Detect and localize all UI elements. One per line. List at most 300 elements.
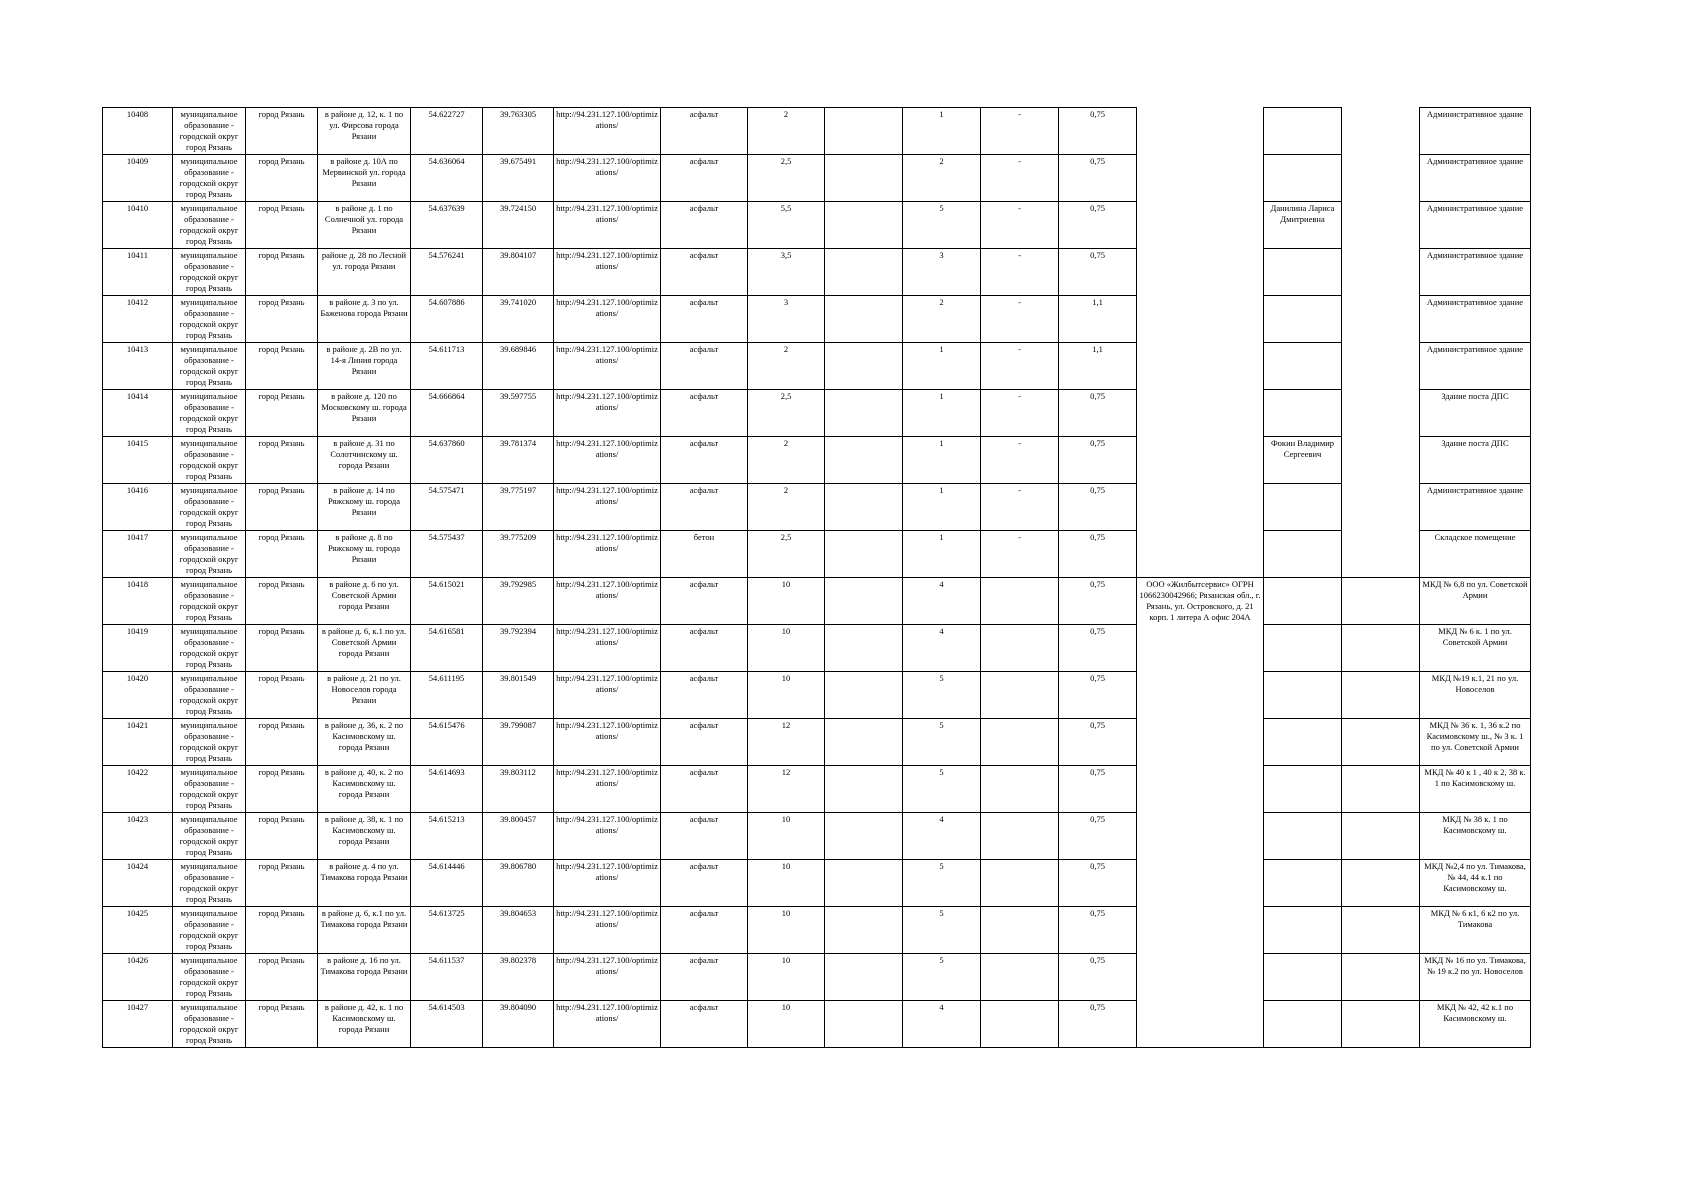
cell-person [1264,1001,1342,1048]
cell-longitude: 39.781374 [483,437,554,484]
cell-city: город Рязань [246,578,318,625]
cell-blank [825,954,903,1001]
cell-dash: - [981,249,1059,296]
cell-surface: асфальт [661,108,748,155]
cell-count-value: 4 [903,813,981,860]
cell-url: http://94.231.127.100/optimizations/ [554,437,661,484]
table-row [103,813,1531,860]
cell-municipality: муниципальное образование - городской округ город Рязань [173,296,246,343]
cell-object-type: МКД № 36 к. 1, 36 к.2 по Касимовскому ш., № 3 к. 1 по ул. Советской Армии [1420,719,1531,766]
cell-surface: бетон [661,531,748,578]
cell-longitude: 39.803112 [483,766,554,813]
cell-blank [825,766,903,813]
cell-width-value: 2,5 [748,531,825,578]
cell-object-type: МКД № 40 к 1 , 40 к 2, 38 к. 1 по Касимовскому ш. [1420,766,1531,813]
cell-latitude: 54.607886 [411,296,483,343]
cell-count-value: 5 [903,954,981,1001]
table-row [103,860,1531,907]
cell-blank-2 [1342,437,1420,484]
cell-surface: асфальт [661,249,748,296]
cell-blank-2 [1342,249,1420,296]
cell-blank [825,390,903,437]
cell-person [1264,719,1342,766]
cell-count-value: 1 [903,531,981,578]
cell-url: http://94.231.127.100/optimizations/ [554,531,661,578]
cell-coefficient: 0,75 [1059,860,1137,907]
cell-surface: асфальт [661,625,748,672]
cell-blank-2 [1342,907,1420,954]
cell-longitude: 39.802378 [483,954,554,1001]
cell-latitude: 54.614446 [411,860,483,907]
cell-coefficient: 0,75 [1059,108,1137,155]
cell-width-value: 10 [748,860,825,907]
cell-object-type: Административное здание [1420,296,1531,343]
table-row [103,672,1531,719]
cell-width-value: 2 [748,484,825,531]
cell-latitude: 54.637639 [411,202,483,249]
cell-dash [981,907,1059,954]
cell-id: 10418 [103,578,173,625]
cell-url: http://94.231.127.100/optimizations/ [554,813,661,860]
cell-latitude: 54.614503 [411,1001,483,1048]
cell-id: 10408 [103,108,173,155]
cell-surface: асфальт [661,813,748,860]
cell-blank-2 [1342,766,1420,813]
cell-count-value: 1 [903,390,981,437]
cell-url: http://94.231.127.100/optimizations/ [554,766,661,813]
cell-object-type: Складское помещение [1420,531,1531,578]
cell-width-value: 12 [748,766,825,813]
cell-municipality: муниципальное образование - городской округ город Рязань [173,672,246,719]
cell-latitude: 54.622727 [411,108,483,155]
cell-person: Данилина Лариса Дмитриевна [1264,202,1342,249]
table-row [103,907,1531,954]
cell-person [1264,578,1342,625]
cell-location: в районе д. 36, к. 2 по Касимовскому ш. города Рязани [318,719,411,766]
table-row [103,531,1531,578]
cell-longitude: 39.597755 [483,390,554,437]
cell-count-value: 4 [903,578,981,625]
cell-person [1264,907,1342,954]
cell-coefficient: 0,75 [1059,954,1137,1001]
table-row [103,108,1531,155]
cell-blank [825,249,903,296]
cell-blank-2 [1342,390,1420,437]
cell-width-value: 10 [748,578,825,625]
cell-id: 10410 [103,202,173,249]
cell-longitude: 39.763305 [483,108,554,155]
cell-location: в районе д. 8 по Ряжскому ш. города Рязани [318,531,411,578]
cell-location: в районе д. 16 по ул. Тимакова города Рязани [318,954,411,1001]
cell-count-value: 1 [903,484,981,531]
cell-coefficient: 0,75 [1059,202,1137,249]
cell-width-value: 10 [748,907,825,954]
cell-id: 10422 [103,766,173,813]
cell-count-value: 2 [903,296,981,343]
cell-longitude: 39.804653 [483,907,554,954]
cell-latitude: 54.666864 [411,390,483,437]
cell-surface: асфальт [661,437,748,484]
table-row [103,954,1531,1001]
cell-id: 10419 [103,625,173,672]
cell-count-value: 1 [903,437,981,484]
cell-person [1264,860,1342,907]
cell-latitude: 54.636064 [411,155,483,202]
table-row [103,296,1531,343]
cell-blank-2 [1342,155,1420,202]
cell-count-value: 5 [903,672,981,719]
cell-city: город Рязань [246,155,318,202]
cell-coefficient: 0,75 [1059,672,1137,719]
cell-coefficient: 0,75 [1059,813,1137,860]
cell-city: город Рязань [246,860,318,907]
cell-municipality: муниципальное образование - городской округ город Рязань [173,484,246,531]
table-row [103,1001,1531,1048]
cell-surface: асфальт [661,390,748,437]
cell-location: в районе д. 14 по Ряжскому ш. города Рязани [318,484,411,531]
cell-latitude: 54.615021 [411,578,483,625]
cell-count-value: 1 [903,343,981,390]
cell-latitude: 54.611537 [411,954,483,1001]
cell-city: город Рязань [246,672,318,719]
cell-object-type: Здание поста ДПС [1420,390,1531,437]
cell-width-value: 12 [748,719,825,766]
cell-object-type: МКД №2,4 по ул. Тимакова, № 44, 44 к.1 по Касимовскому ш. [1420,860,1531,907]
cell-id: 10426 [103,954,173,1001]
cell-id: 10409 [103,155,173,202]
cell-location: в районе д. 12, к. 1 по ул. Фирсова города Рязани [318,108,411,155]
cell-blank [825,484,903,531]
cell-id: 10412 [103,296,173,343]
cell-dash [981,625,1059,672]
cell-longitude: 39.775197 [483,484,554,531]
cell-blank [825,1001,903,1048]
cell-latitude: 54.611195 [411,672,483,719]
cell-longitude: 39.792394 [483,625,554,672]
cell-count-value: 4 [903,625,981,672]
cell-city: город Рязань [246,437,318,484]
cell-url: http://94.231.127.100/optimizations/ [554,907,661,954]
cell-object-type: Административное здание [1420,249,1531,296]
cell-blank-2 [1342,625,1420,672]
cell-width-value: 10 [748,1001,825,1048]
cell-count-value: 1 [903,108,981,155]
cell-city: город Рязань [246,202,318,249]
road-objects-registry-table [102,107,1531,1048]
cell-organization [1137,249,1264,296]
cell-surface: асфальт [661,343,748,390]
table-row [103,625,1531,672]
cell-coefficient: 0,75 [1059,907,1137,954]
cell-surface: асфальт [661,296,748,343]
cell-width-value: 2,5 [748,155,825,202]
cell-blank [825,578,903,625]
cell-city: город Рязань [246,343,318,390]
cell-url: http://94.231.127.100/optimizations/ [554,625,661,672]
cell-municipality: муниципальное образование - городской округ город Рязань [173,108,246,155]
cell-object-type: МКД № 6 к. 1 по ул. Советской Армии [1420,625,1531,672]
cell-city: город Рязань [246,719,318,766]
cell-object-type: МКД № 42, 42 к.1 по Касимовскому ш. [1420,1001,1531,1048]
cell-width-value: 10 [748,625,825,672]
cell-longitude: 39.792985 [483,578,554,625]
cell-dash: - [981,296,1059,343]
cell-dash: - [981,343,1059,390]
cell-city: город Рязань [246,390,318,437]
cell-coefficient: 0,75 [1059,766,1137,813]
cell-municipality: муниципальное образование - городской округ город Рязань [173,531,246,578]
cell-longitude: 39.675491 [483,155,554,202]
cell-organization [1137,108,1264,155]
cell-city: город Рязань [246,813,318,860]
cell-count-value: 5 [903,860,981,907]
cell-width-value: 3,5 [748,249,825,296]
cell-person [1264,390,1342,437]
cell-surface: асфальт [661,954,748,1001]
cell-surface: асфальт [661,672,748,719]
cell-coefficient: 0,75 [1059,155,1137,202]
cell-municipality: муниципальное образование - городской округ город Рязань [173,766,246,813]
cell-location: в районе д. 21 по ул. Новоселов города Рязани [318,672,411,719]
cell-blank [825,155,903,202]
cell-id: 10415 [103,437,173,484]
cell-coefficient: 0,75 [1059,578,1137,625]
cell-dash: - [981,437,1059,484]
cell-blank [825,719,903,766]
cell-surface: асфальт [661,484,748,531]
cell-url: http://94.231.127.100/optimizations/ [554,954,661,1001]
cell-person [1264,766,1342,813]
cell-blank [825,202,903,249]
cell-object-type: Здание поста ДПС [1420,437,1531,484]
cell-width-value: 2 [748,108,825,155]
cell-surface: асфальт [661,860,748,907]
cell-person [1264,343,1342,390]
cell-organization [1137,296,1264,343]
cell-location: в районе д. 1 по Солнечной ул. города Рязани [318,202,411,249]
cell-dash: - [981,531,1059,578]
cell-municipality: муниципальное образование - городской округ город Рязань [173,907,246,954]
table-row [103,766,1531,813]
cell-location: в районе д. 6 по ул. Советской Армии города Рязани [318,578,411,625]
cell-blank-2 [1342,343,1420,390]
cell-url: http://94.231.127.100/optimizations/ [554,1001,661,1048]
cell-dash [981,672,1059,719]
cell-blank-2 [1342,531,1420,578]
cell-coefficient: 1,1 [1059,296,1137,343]
cell-count-value: 5 [903,766,981,813]
cell-city: город Рязань [246,954,318,1001]
cell-location: в районе д. 10А по Мервинской ул. города Рязани [318,155,411,202]
cell-latitude: 54.576241 [411,249,483,296]
cell-organization [1137,437,1264,484]
cell-municipality: муниципальное образование - городской округ город Рязань [173,954,246,1001]
cell-id: 10416 [103,484,173,531]
cell-width-value: 5,5 [748,202,825,249]
cell-location: в районе д. 6, к.1 по ул. Тимакова города Рязани [318,907,411,954]
cell-organization [1137,484,1264,531]
cell-latitude: 54.615213 [411,813,483,860]
cell-blank [825,437,903,484]
table-row [103,202,1531,249]
cell-municipality: муниципальное образование - городской округ город Рязань [173,625,246,672]
cell-object-type: Административное здание [1420,343,1531,390]
table-row [103,249,1531,296]
cell-municipality: муниципальное образование - городской округ город Рязань [173,719,246,766]
cell-city: город Рязань [246,625,318,672]
cell-object-type: МКД № 6 к1, 6 к2 по ул. Тимакова [1420,907,1531,954]
cell-coefficient: 0,75 [1059,719,1137,766]
cell-city: город Рязань [246,766,318,813]
cell-coefficient: 0,75 [1059,484,1137,531]
cell-latitude: 54.615476 [411,719,483,766]
cell-location: в районе д. 42, к. 1 по Касимовскому ш. города Рязани [318,1001,411,1048]
cell-municipality: муниципальное образование - городской округ город Рязань [173,437,246,484]
cell-location: в районе д. 31 по Солотчинскому ш. города Рязани [318,437,411,484]
cell-person: Фокин Владимир Сергеевич [1264,437,1342,484]
cell-url: http://94.231.127.100/optimizations/ [554,249,661,296]
cell-blank-2 [1342,578,1420,625]
cell-location: в районе д. 2В по ул. 14-я Линия города Рязани [318,343,411,390]
cell-person [1264,813,1342,860]
cell-location: в районе д. 38, к. 1 по Касимовскому ш. города Рязани [318,813,411,860]
cell-width-value: 2,5 [748,390,825,437]
cell-blank-2 [1342,202,1420,249]
cell-object-type: МКД № 16 по ул. Тимакова, № 19 к.2 по ул. Новоселов [1420,954,1531,1001]
cell-municipality: муниципальное образование - городской округ город Рязань [173,343,246,390]
cell-object-type: Административное здание [1420,484,1531,531]
cell-person [1264,954,1342,1001]
cell-blank-2 [1342,1001,1420,1048]
cell-city: город Рязань [246,1001,318,1048]
cell-blank [825,907,903,954]
cell-organization [1137,202,1264,249]
cell-person [1264,249,1342,296]
cell-organization [1137,531,1264,578]
cell-latitude: 54.637860 [411,437,483,484]
cell-dash: - [981,108,1059,155]
cell-blank-2 [1342,484,1420,531]
cell-longitude: 39.724150 [483,202,554,249]
cell-dash [981,1001,1059,1048]
cell-surface: асфальт [661,202,748,249]
cell-dash: - [981,390,1059,437]
cell-longitude: 39.741020 [483,296,554,343]
cell-blank-2 [1342,954,1420,1001]
cell-width-value: 2 [748,437,825,484]
cell-longitude: 39.799087 [483,719,554,766]
cell-id: 10413 [103,343,173,390]
cell-location: в районе д. 120 по Московскому ш. города Рязани [318,390,411,437]
cell-object-type: Административное здание [1420,202,1531,249]
cell-person [1264,108,1342,155]
cell-count-value: 3 [903,249,981,296]
cell-url: http://94.231.127.100/optimizations/ [554,155,661,202]
cell-url: http://94.231.127.100/optimizations/ [554,860,661,907]
cell-coefficient: 0,75 [1059,531,1137,578]
table-row [103,484,1531,531]
cell-id: 10423 [103,813,173,860]
cell-municipality: муниципальное образование - городской округ город Рязань [173,860,246,907]
cell-city: город Рязань [246,296,318,343]
cell-blank [825,860,903,907]
cell-width-value: 10 [748,672,825,719]
cell-surface: асфальт [661,578,748,625]
cell-id: 10425 [103,907,173,954]
cell-location: в районе д. 4 по ул. Тимакова города Рязани [318,860,411,907]
cell-dash [981,954,1059,1001]
cell-coefficient: 0,75 [1059,625,1137,672]
cell-municipality: муниципальное образование - городской округ город Рязань [173,202,246,249]
cell-url: http://94.231.127.100/optimizations/ [554,578,661,625]
cell-dash [981,860,1059,907]
cell-municipality: муниципальное образование - городской округ город Рязань [173,578,246,625]
cell-count-value: 5 [903,719,981,766]
cell-blank [825,531,903,578]
cell-id: 10417 [103,531,173,578]
cell-url: http://94.231.127.100/optimizations/ [554,343,661,390]
cell-latitude: 54.611713 [411,343,483,390]
table-row [103,437,1531,484]
cell-coefficient: 0,75 [1059,390,1137,437]
cell-person [1264,625,1342,672]
cell-surface: асфальт [661,1001,748,1048]
cell-location: районе д. 28 по Лесной ул. города Рязани [318,249,411,296]
cell-dash [981,813,1059,860]
cell-blank-2 [1342,860,1420,907]
cell-organization [1137,155,1264,202]
cell-municipality: муниципальное образование - городской округ город Рязань [173,249,246,296]
cell-blank-2 [1342,108,1420,155]
cell-url: http://94.231.127.100/optimizations/ [554,672,661,719]
cell-blank [825,625,903,672]
cell-id: 10414 [103,390,173,437]
cell-url: http://94.231.127.100/optimizations/ [554,484,661,531]
cell-city: город Рязань [246,249,318,296]
cell-location: в районе д. 6, к.1 по ул. Советской Армии города Рязани [318,625,411,672]
cell-url: http://94.231.127.100/optimizations/ [554,719,661,766]
cell-dash [981,766,1059,813]
cell-width-value: 3 [748,296,825,343]
table-row [103,719,1531,766]
cell-blank [825,296,903,343]
cell-dash [981,719,1059,766]
cell-latitude: 54.614693 [411,766,483,813]
cell-latitude: 54.575471 [411,484,483,531]
cell-longitude: 39.689846 [483,343,554,390]
cell-surface: асфальт [661,155,748,202]
cell-blank-2 [1342,719,1420,766]
cell-url: http://94.231.127.100/optimizations/ [554,202,661,249]
cell-coefficient: 1,1 [1059,343,1137,390]
cell-longitude: 39.800457 [483,813,554,860]
cell-municipality: муниципальное образование - городской округ город Рязань [173,1001,246,1048]
cell-blank [825,343,903,390]
cell-blank-2 [1342,813,1420,860]
cell-city: город Рязань [246,907,318,954]
cell-location: в районе д. 3 по ул. Баженова города Рязани [318,296,411,343]
cell-id: 10424 [103,860,173,907]
cell-blank-2 [1342,672,1420,719]
cell-count-value: 2 [903,155,981,202]
table-row [103,578,1531,625]
cell-latitude: 54.613725 [411,907,483,954]
cell-url: http://94.231.127.100/optimizations/ [554,296,661,343]
cell-blank [825,813,903,860]
cell-id: 10420 [103,672,173,719]
cell-object-type: МКД № 6,8 по ул. Советской Армии [1420,578,1531,625]
cell-count-value: 5 [903,202,981,249]
